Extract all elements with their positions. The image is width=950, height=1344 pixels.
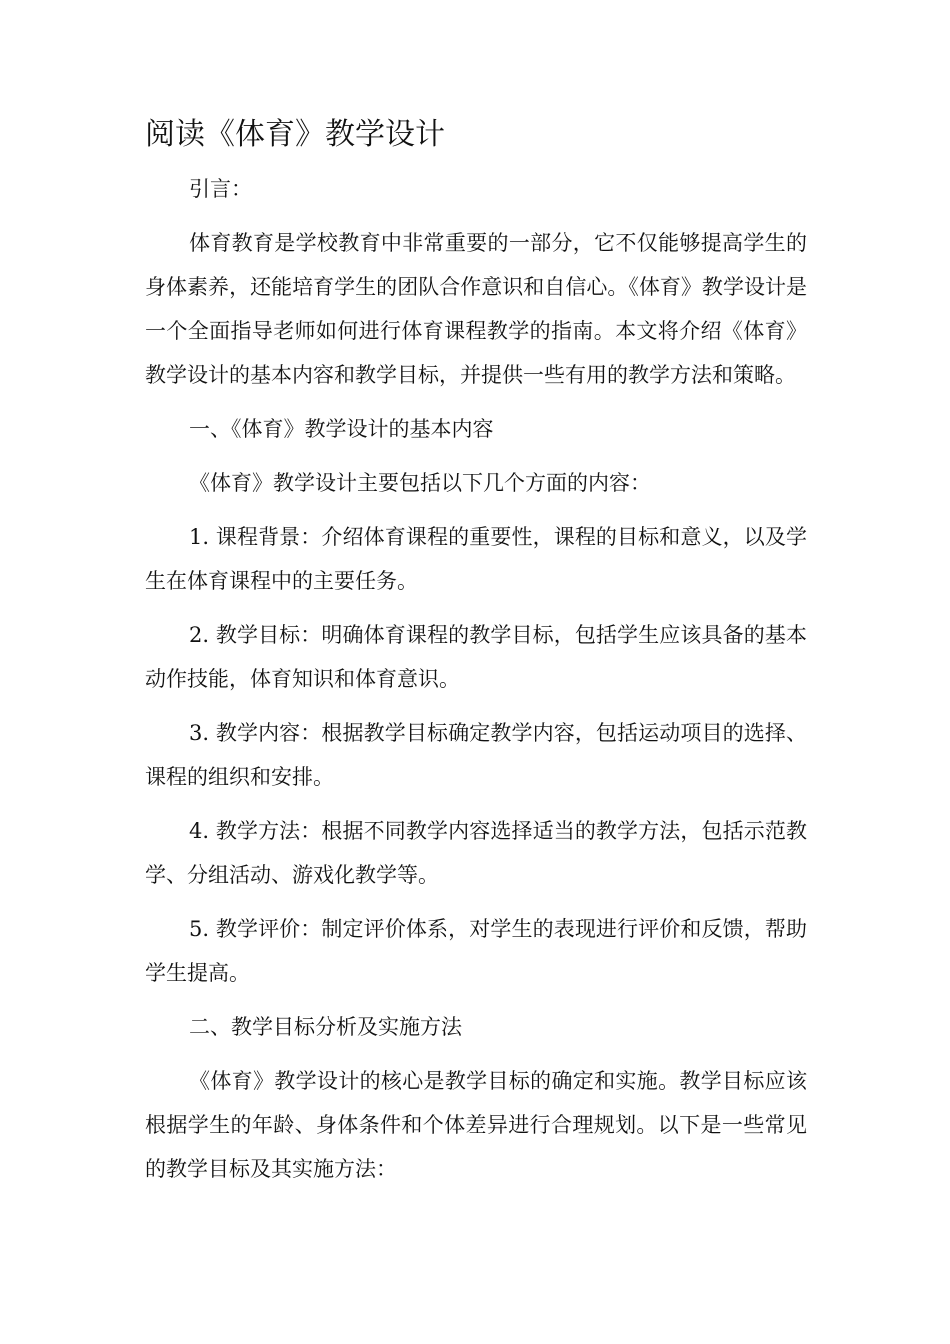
document-body xyxy=(145,112,807,1201)
list-item-teaching-evaluation: 5. 教学评价：制定评价体系，对学生的表现进行评价和反馈，帮助学生提高。 xyxy=(145,917,807,985)
section-heading-2: 二、教学目标分析及实施方法 xyxy=(189,1015,462,1039)
section-2-paragraph: 《体育》教学设计的核心是教学目标的确定和实施。教学目标应该根据学生的年龄、身体条件和个体差异进行合理规划。以下是一些常见的教学目标及其实施方法： xyxy=(145,1069,807,1181)
list-item-teaching-methods: 4. 教学方法：根据不同教学内容选择适当的教学方法，包括示范教学、分组活动、游戏化教学等。 xyxy=(145,819,807,887)
document-title: 阅读《体育》教学设计 xyxy=(145,117,445,152)
intro-label: 引言： xyxy=(189,177,252,201)
section-heading-1: 一、《体育》教学设计的基本内容 xyxy=(189,417,494,441)
list-item-course-background: 1. 课程背景：介绍体育课程的重要性，课程的目标和意义，以及学生在体育课程中的主要任务。 xyxy=(145,525,807,593)
section-1-intro: 《体育》教学设计主要包括以下几个方面的内容： xyxy=(189,471,651,495)
list-item-teaching-content: 3. 教学内容：根据教学目标确定教学内容，包括运动项目的选择、课程的组织和安排。 xyxy=(145,721,807,789)
intro-paragraph: 体育教育是学校教育中非常重要的一部分，它不仅能够提高学生的身体素养，还能培育学生的团队合作意识和自信心。《体育》教学设计是一个全面指导老师如何进行体育课程教学的指南。本文将介绍《体育》教学设计的基本内容和教学目标，并提供一些有用的教学方法和策略。 xyxy=(145,231,807,387)
list-item-teaching-goals: 2. 教学目标：明确体育课程的教学目标，包括学生应该具备的基本动作技能，体育知识和体育意识。 xyxy=(145,623,807,691)
